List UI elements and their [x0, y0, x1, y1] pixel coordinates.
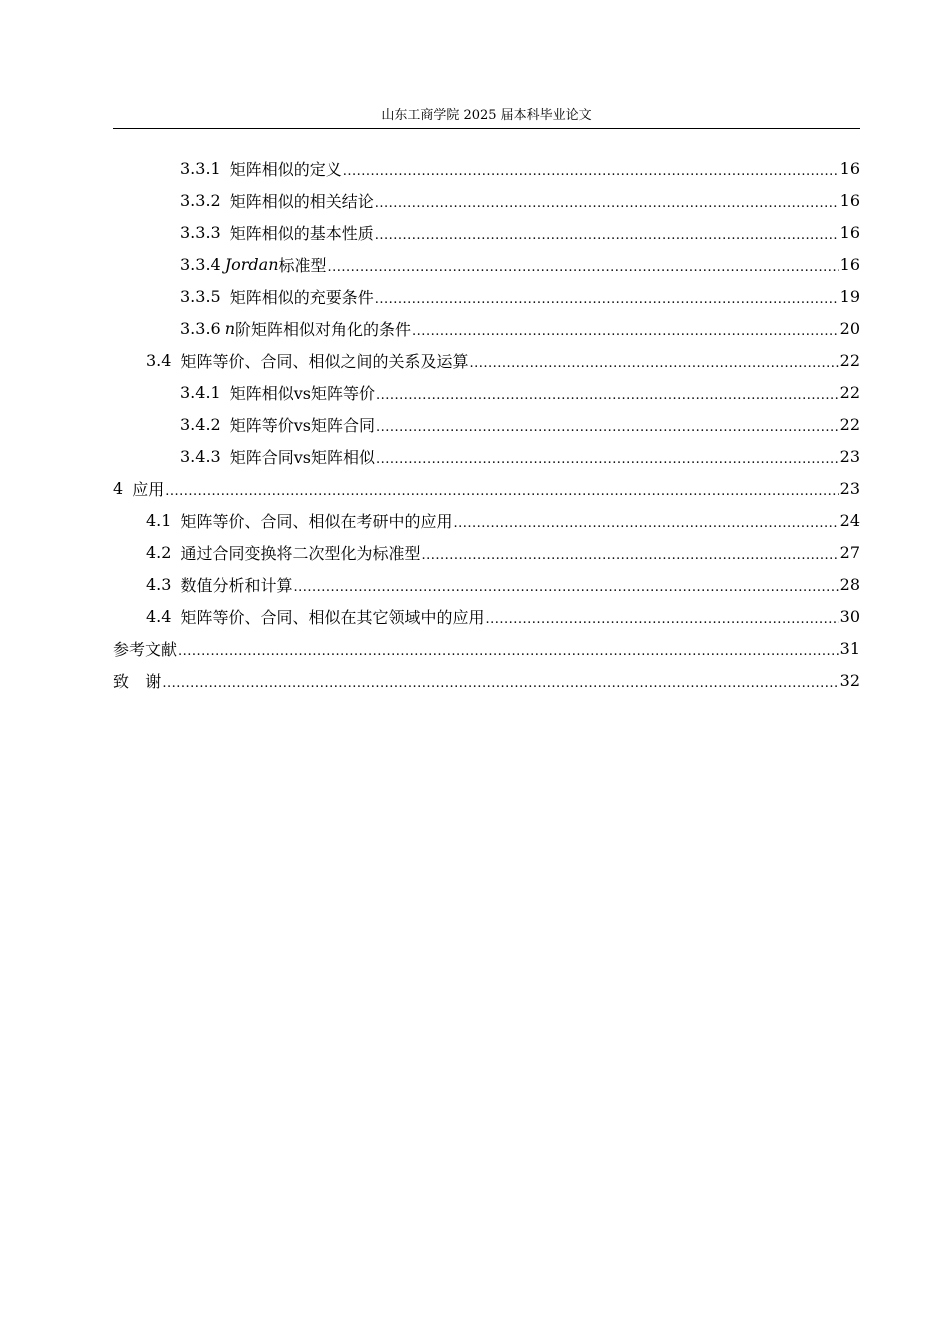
toc-entry-number: 4.1 [146, 510, 172, 530]
toc-entry-4-4[interactable] [146, 600, 860, 632]
toc-entry-title: 阶矩阵相似对角化的条件 [235, 319, 412, 339]
toc-entry-page: 23 [839, 446, 860, 466]
toc-entry-number: 3.3.2 [180, 190, 221, 210]
dot-leader [178, 644, 839, 659]
dot-leader [375, 228, 839, 243]
toc-entry-page: 16 [839, 158, 860, 178]
toc-entry-title: 矩阵等价、合同、相似在其它领域中的应用 [180, 607, 485, 627]
toc-entry-number: 3.4.1 [180, 382, 221, 402]
dot-leader [376, 452, 839, 467]
dot-leader [376, 420, 839, 435]
toc-entry-title: 数值分析和计算 [180, 575, 293, 595]
toc-entry-title: 矩阵相似vs矩阵等价 [229, 383, 375, 403]
toc-entry-title: 矩阵相似的定义 [229, 159, 342, 179]
toc-entry-number: 3.4.2 [180, 414, 221, 434]
dot-leader [328, 260, 839, 275]
toc-entry-title-italic: Jordan [224, 254, 279, 274]
toc-entry-number: 4.3 [146, 574, 172, 594]
toc-entry-title: 矩阵相似的基本性质 [229, 223, 374, 243]
toc-entry-page: 22 [839, 414, 860, 434]
toc-entry-page: 20 [839, 318, 860, 338]
toc-entry-number: 3.3.3 [180, 222, 221, 242]
header-rule [113, 128, 860, 129]
toc-entry-title: 应用 [132, 479, 165, 499]
toc-entry-3-3-5[interactable] [180, 280, 860, 312]
toc-entry-page: 23 [839, 478, 860, 498]
toc-entry-3-4[interactable] [146, 344, 860, 376]
toc-entry-number: 3.3.1 [180, 158, 221, 178]
dot-leader [376, 388, 839, 403]
toc-entry-title: 参考文献 [113, 639, 178, 659]
toc-entry-title: 矩阵相似的充要条件 [229, 287, 374, 307]
dot-leader [165, 484, 838, 499]
toc-entry-page: 22 [839, 382, 860, 402]
toc-entry-number: 3.4.3 [180, 446, 221, 466]
dot-leader [375, 292, 839, 307]
toc-entry-page: 28 [839, 574, 860, 594]
toc-entry-title: 标准型 [278, 255, 327, 275]
toc-entry-number: 3.3.4 [180, 254, 221, 274]
toc-entry-3-3-1[interactable] [180, 152, 860, 184]
toc-entry-page: 16 [839, 222, 860, 242]
toc-entry-acknowledgements[interactable] [113, 664, 860, 696]
running-header: 山东工商学院 2025 届本科毕业论文 [381, 108, 592, 123]
dot-leader [469, 356, 838, 371]
toc-entry-3-4-1[interactable] [180, 376, 860, 408]
dot-leader [421, 548, 838, 563]
toc-entry-number: 4 [113, 478, 124, 498]
toc-entry-3-4-2[interactable] [180, 408, 860, 440]
toc-entry-page: 19 [839, 286, 860, 306]
toc-entry-page: 31 [839, 638, 860, 658]
dot-leader [162, 676, 838, 691]
dot-leader [293, 580, 838, 595]
toc-entry-4-1[interactable] [146, 504, 860, 536]
toc-entry-4-3[interactable] [146, 568, 860, 600]
dot-leader [412, 324, 839, 339]
toc-entry-page: 24 [839, 510, 860, 530]
toc-entry-number: 3.3.5 [180, 286, 221, 306]
toc-entry-number: 4.4 [146, 606, 172, 626]
toc-entry-4-2[interactable] [146, 536, 860, 568]
toc-entry-page: 27 [839, 542, 860, 562]
toc-entry-title: 矩阵等价、合同、相似在考研中的应用 [180, 511, 453, 531]
toc-entry-title-part: 谢 [145, 671, 162, 691]
toc-entry-references[interactable] [113, 632, 860, 664]
toc-entry-3-4-3[interactable] [180, 440, 860, 472]
toc-entry-page: 16 [839, 190, 860, 210]
toc-entry-page: 16 [839, 254, 860, 274]
toc-entry-3-3-4[interactable] [180, 248, 860, 280]
toc-entry-title: 矩阵相似的相关结论 [229, 191, 374, 211]
dot-leader [453, 516, 838, 531]
toc-entry-3-3-2[interactable] [180, 184, 860, 216]
dot-leader [485, 612, 838, 627]
toc-entry-title-italic: n [224, 318, 236, 338]
toc-entry-title-part: 致 [113, 671, 130, 691]
toc-entry-4[interactable] [113, 472, 860, 504]
toc-entry-title: 矩阵合同vs矩阵相似 [229, 447, 375, 467]
toc-entry-title: 矩阵等价、合同、相似之间的关系及运算 [180, 351, 469, 371]
toc-entry-number: 3.3.6 [180, 318, 221, 338]
toc-entry-title: 通过合同变换将二次型化为标准型 [180, 543, 421, 563]
toc-entry-3-3-3[interactable] [180, 216, 860, 248]
toc-entry-page: 22 [839, 350, 860, 370]
toc-entry-number: 4.2 [146, 542, 172, 562]
dot-leader [375, 196, 839, 211]
toc-entry-title: 矩阵等价vs矩阵合同 [229, 415, 375, 435]
toc-entry-page: 30 [839, 606, 860, 626]
toc-entry-3-3-6[interactable] [180, 312, 860, 344]
toc-entry-page: 32 [839, 670, 860, 690]
dot-leader [343, 164, 839, 179]
toc-entry-number: 3.4 [146, 350, 172, 370]
